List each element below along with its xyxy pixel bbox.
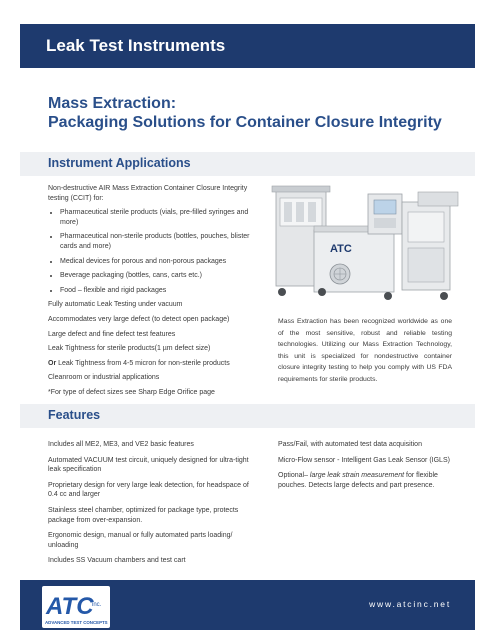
feature-item: Pass/Fail, with automated test data acquisition bbox=[278, 441, 422, 448]
mass-extraction-description: Mass Extraction has been recognized worldwide as one of the most sensitive, robust and reliable testing technologies. Utilizing our Mass Extraction Technology, this unit is specialized for nondestructive container closure integrity testing to help you comply with US FDA requirements for sterile products. bbox=[278, 318, 452, 383]
feature-item: Automated VACUUM test circuit, uniquely designed for ultra-tight leak specification bbox=[48, 456, 249, 474]
optional-label: Optional– bbox=[278, 472, 310, 480]
applications-heading: Instrument Applications bbox=[48, 156, 191, 170]
optional-rest: for flexible pouches. Detects large defects and part presence. bbox=[278, 472, 438, 489]
atc-logo bbox=[40, 584, 112, 630]
application-line: Fully automatic Leak Testing under vacuum bbox=[48, 301, 183, 309]
page-title-line1: Mass Extraction: bbox=[48, 95, 177, 112]
application-line: Large defect and fine defect test features bbox=[48, 330, 176, 338]
page-title bbox=[48, 94, 468, 132]
list-item: • Food – flexible and rigid packages bbox=[60, 286, 263, 296]
application-line: Accommodates very large defect (to detect open package) bbox=[48, 315, 230, 323]
applications-bullets bbox=[48, 208, 263, 295]
page-title-line2: Packaging Solutions for Container Closure Integrity bbox=[48, 114, 442, 131]
optional-italic: large leak strain measurement bbox=[309, 472, 405, 480]
list-item: • Beverage packaging (bottles, cans, carts etc.) bbox=[60, 271, 263, 281]
application-line-or bbox=[48, 359, 263, 369]
website-link[interactable]: www.atcinc.net bbox=[369, 599, 451, 609]
logo-tagline: ADVANCED TEST CONCEPTS bbox=[45, 620, 108, 625]
features-section-header bbox=[20, 404, 475, 428]
feature-item: Stainless steel chamber, optimized for package type, protects package from over-expansion. bbox=[48, 506, 239, 524]
application-line: *For type of defect sizes see Sharp Edge Orifice page bbox=[48, 388, 215, 396]
leak-test-machine-image bbox=[268, 182, 468, 304]
features-heading: Features bbox=[48, 408, 101, 422]
feature-item: Includes SS Vacuum chambers and test cart bbox=[48, 557, 186, 565]
logo-letters: ATC bbox=[46, 593, 94, 620]
header-bar bbox=[20, 24, 475, 68]
applications-section-header bbox=[20, 152, 475, 176]
application-line: Cleanroom or industrial applications bbox=[48, 374, 160, 382]
or-label: Or bbox=[48, 359, 57, 367]
feature-item: Proprietary design for very large leak detection, for headspace of 0.4 cc and larger bbox=[48, 481, 249, 499]
feature-item: Micro-Flow sensor - Intelligent Gas Leak Sensor (IGLS) bbox=[278, 456, 450, 464]
feature-item-optional bbox=[278, 471, 456, 490]
features-right-column bbox=[278, 440, 456, 496]
list-item: • Pharmaceutical sterile products (vials, pre-filled syringes and more) bbox=[60, 208, 263, 227]
applications-list bbox=[48, 184, 263, 403]
logo-inc: inc. bbox=[92, 602, 102, 608]
or-text: Leak Tightness from 4-5 micron for non-sterile products bbox=[56, 359, 230, 367]
features-left-column bbox=[48, 440, 258, 572]
applications-intro: Non-destructive AIR Mass Extraction Container Closure Integrity testing (CCIT) for: bbox=[48, 185, 248, 202]
feature-item: Ergonomic design, manual or fully automated parts loading/ unloading bbox=[48, 532, 233, 549]
machine-brand-label: ATC bbox=[330, 243, 352, 255]
list-item: • Medical devices for porous and non-porous packages bbox=[60, 257, 263, 267]
feature-item: Includes all ME2, ME3, and VE2 basic features bbox=[48, 441, 194, 448]
header-title: Leak Test Instruments bbox=[46, 36, 226, 55]
application-line: Leak Tightness for sterile products(1 µm defect size) bbox=[48, 345, 211, 353]
list-item: • Pharmaceutical non-sterile products (bottles, pouches, blister cards and more) bbox=[60, 232, 263, 251]
